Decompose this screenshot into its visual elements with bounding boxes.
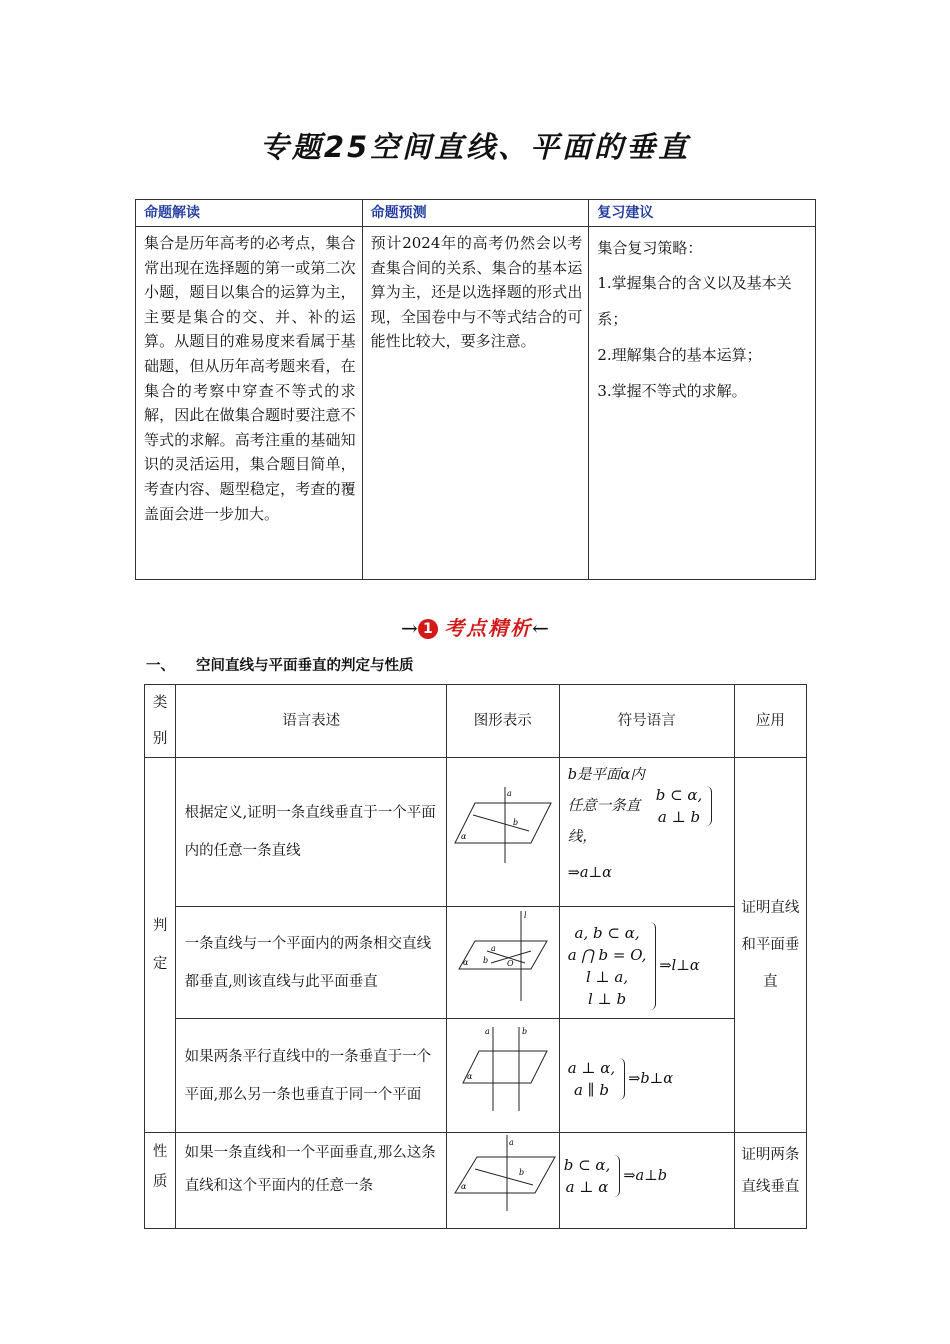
subheading-index: 一、 <box>146 658 175 674</box>
perpendicular-table <box>144 684 807 1229</box>
advice-line: 3.掌握不等式的求解。 <box>597 382 747 400</box>
symbol-result: ⇒b⊥α <box>628 1071 674 1087</box>
fig-label-alpha: α <box>466 1072 473 1081</box>
header-category: 类别 <box>145 685 176 758</box>
figure-parallel-lines-plane <box>447 1023 559 1113</box>
fig-label-O: O <box>506 959 514 968</box>
row-description: 如果两条平行直线中的一条垂直于一个平面,那么另一条也垂直于同一个平面 <box>175 1019 446 1133</box>
overview-header-interpretation: 命题解读 <box>136 200 363 227</box>
overview-prediction-text: 预计2024年的高考仍然会以考查集合间的关系、集合的基本运算为主，还是以选择题的形式出现，全国卷中与不等式结合的可能性比较大，要多注意。 <box>362 227 589 580</box>
row-description: 根据定义,证明一条直线垂直于一个平面内的任意一条直线 <box>175 758 446 907</box>
overview-header-advice: 复习建议 <box>589 200 816 227</box>
row-description: 一条直线与一个平面内的两条相交直线都垂直,则该直线与此平面垂直 <box>175 907 446 1019</box>
section-label: 考点精析 <box>444 616 533 640</box>
arrow-left-icon: ← <box>532 616 549 640</box>
row-description: 如果一条直线和一个平面垂直,那么这条直线和这个平面内的任意一条 <box>175 1133 446 1229</box>
subheading <box>146 654 414 675</box>
fig-label-a: a <box>506 788 512 798</box>
header-symbol: 符号语言 <box>559 685 734 758</box>
advice-line: 集合复习策略： <box>597 239 703 257</box>
overview-interpretation-text: 集合是历年高考的必考点，集合常出现在选择题的第一或第二次小题，题目以集合的运算为主，主要是集合的交、并、补的运算。从题目的难易度来看属于基础题，但从历年高考题来看，在集合的考察中穿查不等式的求解，因此在做集合题时要注意不等式的求解。高考注重的基础知识的灵活运用，集合题目简单，考查内容、题型稳定，考查的覆盖面会进一步加大。 <box>136 227 363 580</box>
section-banner <box>0 612 950 641</box>
symbol-text: b是平面α内任意一条直线， <box>567 767 645 845</box>
advice-line: 1.掌握集合的含义以及基本关系； <box>597 274 792 328</box>
application-judge: 证明直线和平面垂直 <box>734 758 806 1133</box>
symbol-conditions: a ⊥ α, a ∥ b <box>567 1059 616 1099</box>
figure-line-perpendicular-plane <box>447 785 559 865</box>
row-figure <box>446 758 559 907</box>
figure-two-intersecting-lines <box>447 907 559 1003</box>
fig-label-alpha: α <box>460 1182 467 1191</box>
arrow-right-icon: → <box>401 616 418 640</box>
symbol-conditions: b ⊂ α, a ⊥ α <box>563 1156 611 1196</box>
fig-label-b: b <box>521 1027 527 1036</box>
symbol-result: ⇒a⊥b <box>623 1168 668 1184</box>
header-application: 应用 <box>734 685 806 758</box>
category-property: 性质 <box>145 1133 176 1229</box>
header-description: 语言表述 <box>175 685 446 758</box>
fig-label-alpha: α <box>462 958 469 967</box>
row-symbol <box>559 1133 734 1229</box>
symbol-result: ⇒l⊥α <box>659 958 700 974</box>
subheading-title: 空间直线与平面垂直的判定与性质 <box>196 658 414 674</box>
section-number-badge: 1 <box>418 619 438 639</box>
fig-label-b: b <box>512 817 518 827</box>
figure-line-perpendicular-plane-property <box>447 1133 559 1213</box>
row-symbol <box>559 758 734 907</box>
header-figure: 图形表示 <box>446 685 559 758</box>
application-property: 证明两条直线垂直 <box>734 1133 806 1229</box>
category-judge: 判定 <box>145 758 176 1133</box>
row-figure <box>446 1019 559 1133</box>
fig-label-a: a <box>508 1138 514 1147</box>
fig-label-a: a <box>490 944 496 953</box>
fig-label-a: a <box>484 1027 490 1036</box>
fig-label-b: b <box>518 1168 524 1177</box>
row-figure <box>446 1133 559 1229</box>
row-figure <box>446 907 559 1019</box>
symbol-conditions: b ⊂ α, a ⊥ b <box>655 785 703 826</box>
symbol-conditions: a, b ⊂ α, a ⋂ b = O, l ⊥ a, l ⊥ b <box>567 924 647 1008</box>
overview-table <box>135 199 816 580</box>
symbol-result: ⇒a⊥α <box>567 865 612 881</box>
row-symbol <box>559 907 734 1019</box>
page-title: 专题25空间直线、平面的垂直 <box>259 130 691 164</box>
fig-label-b: b <box>482 956 488 965</box>
overview-header-prediction: 命题预测 <box>362 200 589 227</box>
row-symbol <box>559 1019 734 1133</box>
fig-label-alpha: α <box>460 831 467 841</box>
overview-advice <box>589 227 816 580</box>
advice-line: 2.理解集合的基本运算； <box>597 346 762 364</box>
fig-label-l: l <box>523 911 527 920</box>
